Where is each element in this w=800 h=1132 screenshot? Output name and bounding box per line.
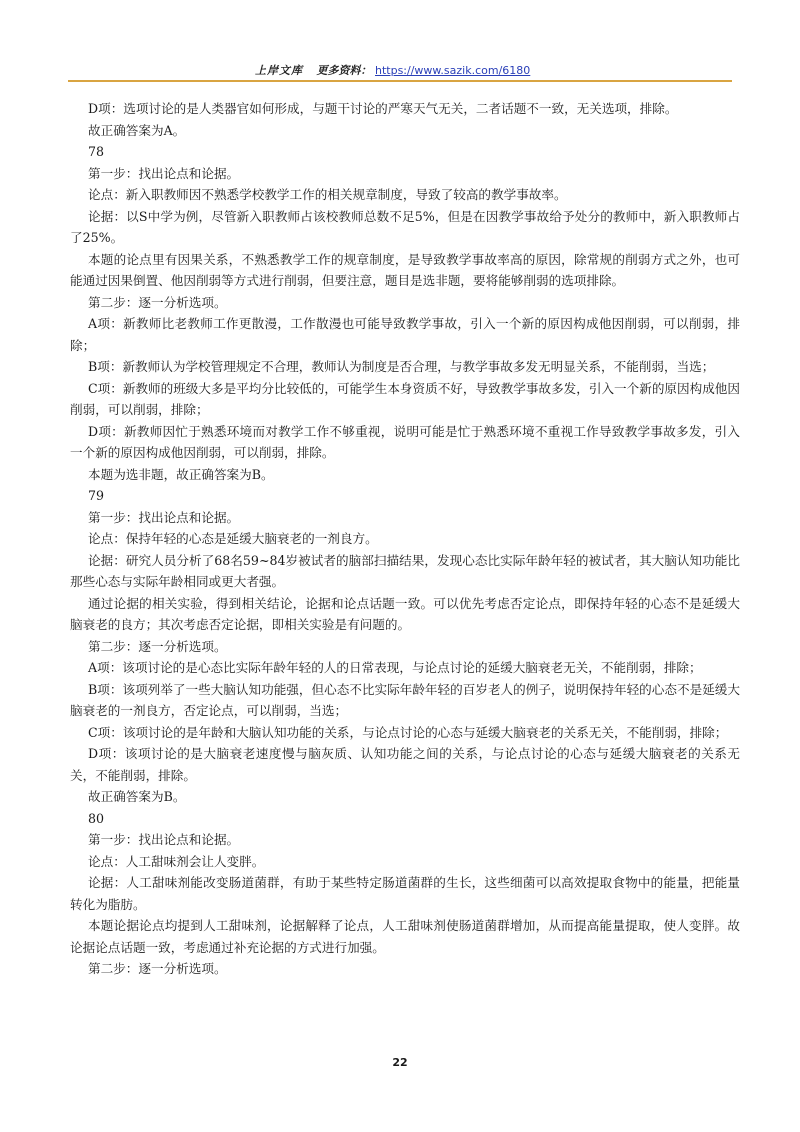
paragraph: 通过论据的相关实验，得到相关结论，论据和论点话题一致。可以优先考虑否定论点，即保持年轻的心态不是延缓大脑衰老的良方；其次考虑否定论据，即相关实验是有问题的。	[70, 595, 740, 632]
paragraph: A项：新教师比老教师工作更散漫，工作散漫也可能导致教学事故，引入一个新的原因构成他因削弱，可以削弱，排除；	[70, 316, 740, 353]
question-number: 78	[88, 144, 105, 159]
paragraph: 本题为选非题，故正确答案为B。	[88, 466, 274, 482]
paragraph: 第二步：逐一分析选项。	[88, 961, 227, 976]
paragraph: 第二步：逐一分析选项。	[88, 638, 227, 654]
paragraph: B项：该项列举了一些大脑认知功能强，但心态不比实际年龄年轻的百岁老人的例子，说明保持年轻的心态不是延缓大脑衰老的一剂良方，否定论点，可以削弱，当选；	[70, 681, 740, 718]
paragraph: 论点：新入职教师因不熟悉学校教学工作的相关规章制度，导致了较高的教学事故率。	[88, 187, 567, 202]
library-name: 上岸文库	[255, 64, 303, 77]
paragraph: 故正确答案为B。	[88, 789, 186, 804]
page-header	[0, 0, 800, 80]
paragraph: 论点：人工甜味剂会让人变胖。	[88, 853, 265, 869]
document-body	[70, 98, 740, 980]
question-number: 79	[88, 488, 105, 503]
paragraph: 本题的论点里有因果关系，不熟悉教学工作的规章制度，是导致教学事故率高的原因，除常规的削弱方式之外，也可能通过因果倒置、他因削弱等方式进行削弱，但要注意，题目是选非题，要将能够削弱的选项排除。	[70, 251, 740, 288]
paragraph: D项：选项讨论的是人类器官如何形成，与题干讨论的严寒天气无关，二者话题不一致，无关选项，排除。	[88, 101, 678, 116]
paragraph: 第二步：逐一分析选项。	[88, 294, 227, 310]
header-line	[255, 62, 530, 78]
paragraph: 第一步：找出论点和论据。	[88, 509, 240, 525]
paragraph: 论据：人工甜味剂能改变肠道菌群，有助于某些特定肠道菌群的生长，这些细菌可以高效提取食物中的能量，把能量转化为脂肪。	[70, 875, 740, 912]
paragraph: C项：该项讨论的是年龄和大脑认知功能的关系，与论点讨论的心态与延缓大脑衰老的关系无关，不能削弱，排除；	[88, 724, 728, 740]
paragraph: 故正确答案为A。	[88, 122, 186, 138]
paragraph: B项：新教师认为学校管理规定不合理，教师认为制度是否合理，与教学事故多发无明显关系，不能削弱，当选；	[88, 359, 715, 374]
paragraph: D项：新教师因忙于熟悉环境而对教学工作不够重视，说明可能是忙于熟悉环境不重视工作导致教学事故多发，引入一个新的原因构成他因削弱，可以削弱，排除。	[70, 423, 740, 460]
header-link[interactable]: https://www.sazik.com/6180	[375, 64, 531, 77]
paragraph: 第一步：找出论点和论据。	[88, 832, 240, 847]
paragraph: 第一步：找出论点和论据。	[88, 165, 240, 181]
paragraph: 论据：研究人员分析了68名59~84岁被试者的脑部扫描结果，发现心态比实际年龄年轻的被试者，其大脑认知功能比那些心态与实际年龄相同或更大者强。	[70, 552, 740, 589]
page-number: 22	[392, 1056, 408, 1069]
more-resources-label: 更多资料：	[316, 64, 372, 77]
paragraph: D项：该项讨论的是大脑衰老速度慢与脑灰质、认知功能之间的关系，与论点讨论的心态与延缓大脑衰老的关系无关，不能削弱，排除。	[70, 746, 740, 783]
paragraph: 论据：以S中学为例，尽管新入职教师占该校教师总数不足5%，但是在因教学事故给予处分的教师中，新入职教师占了25%。	[70, 208, 740, 245]
paragraph: 本题论据论点均提到人工甜味剂，论据解释了论点，人工甜味剂使肠道菌群增加，从而提高能量提取，使人变胖。故论据论点话题一致，考虑通过补充论据的方式进行加强。	[70, 918, 740, 955]
paragraph: 论点：保持年轻的心态是延缓大脑衰老的一剂良方。	[88, 531, 378, 546]
paragraph: A项：该项讨论的是心态比实际年龄年轻的人的日常表现，与论点讨论的延缓大脑衰老无关，不能削弱，排除；	[88, 660, 702, 675]
question-number: 80	[88, 810, 105, 826]
paragraph: C项：新教师的班级大多是平均分比较低的，可能学生本身资质不好，导致教学事故多发，引入一个新的原因构成他因削弱，可以削弱，排除；	[70, 380, 740, 417]
header-divider	[68, 80, 732, 82]
